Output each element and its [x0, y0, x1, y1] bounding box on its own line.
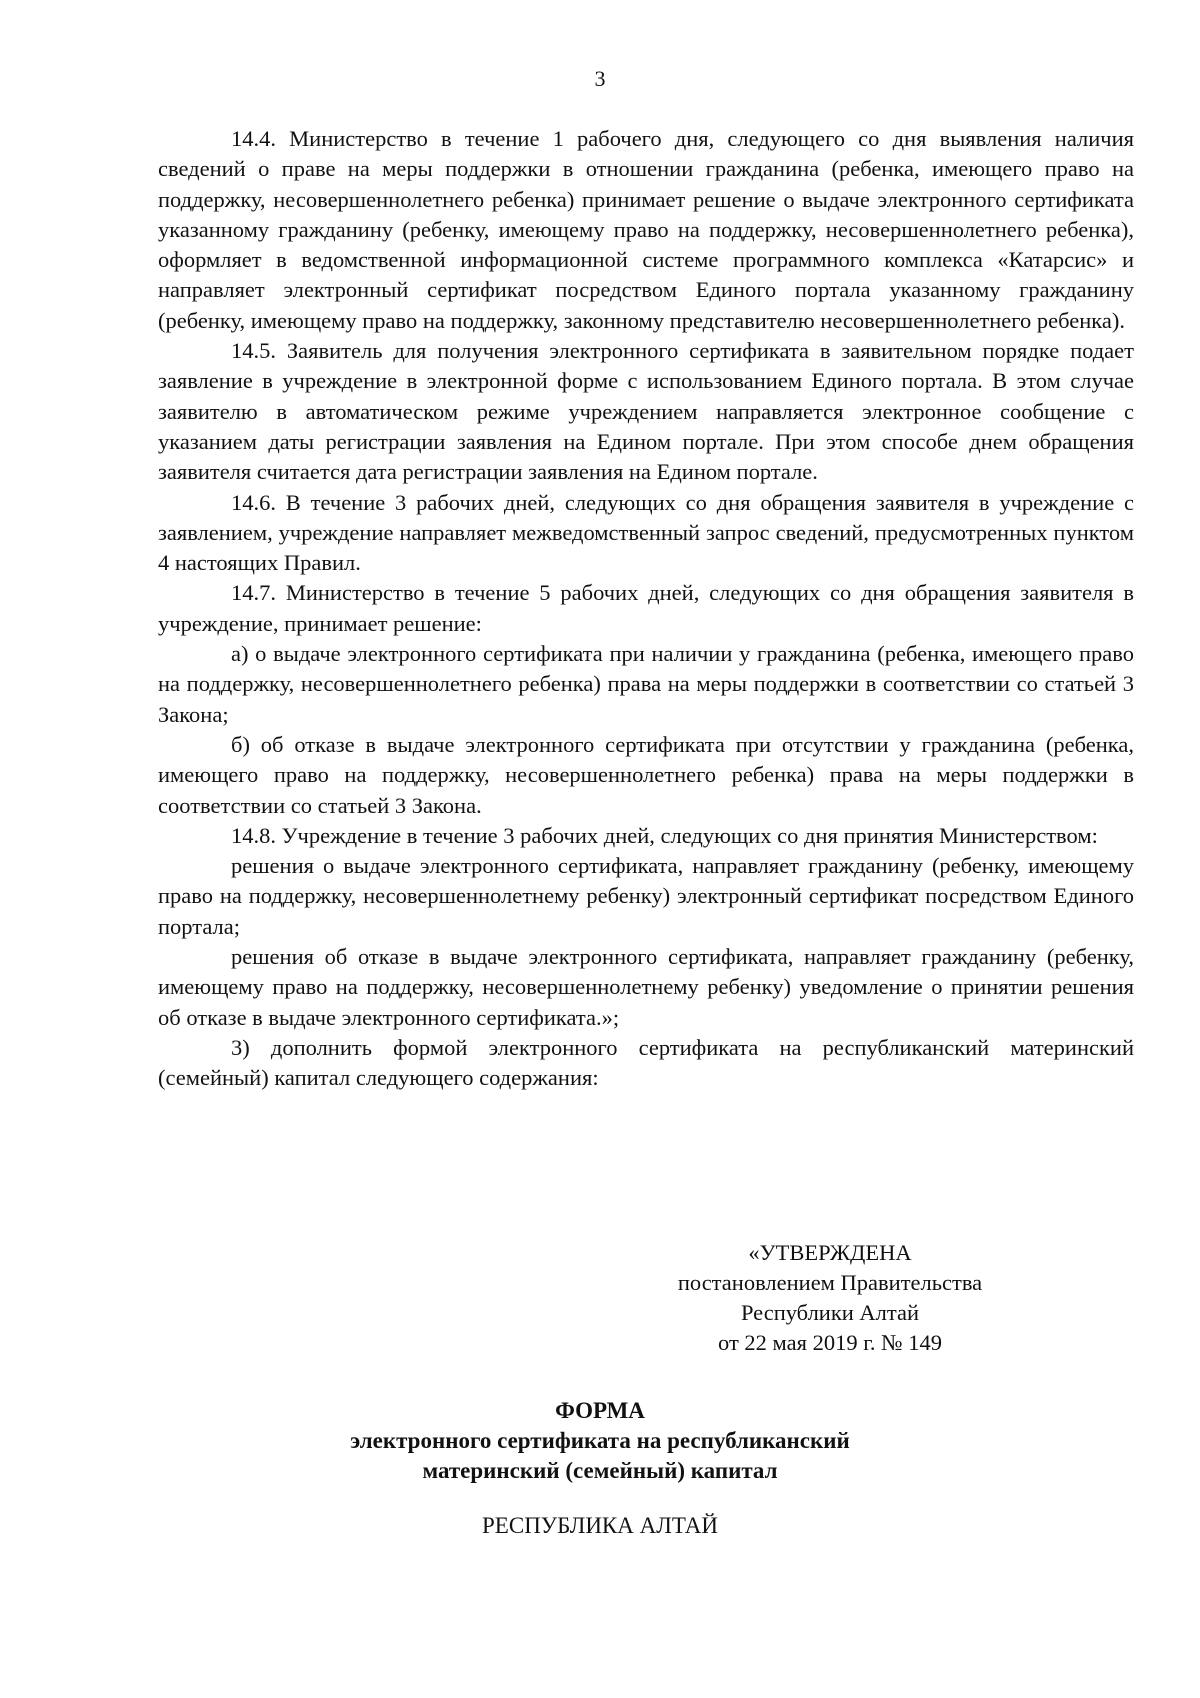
republic-heading: РЕСПУБЛИКА АЛТАЙ — [482, 1513, 718, 1538]
approval-line: от 22 мая 2019 г. № 149 — [718, 1330, 942, 1355]
paragraph-14-8-issue: решения о выдаче электронного сертификата, направляет гражданину (ребенку, имеющему право на поддержку, несовершеннолетнему ребенку) электронный сертификат посредством Единого портала; — [158, 853, 1134, 939]
approval-line: «УТВЕРЖДЕНА — [748, 1240, 912, 1265]
paragraph-14-7-b: б) об отказе в выдаче электронного сертификата при отсутствии у гражданина (ребенка, имеющего право на поддержку, несовершеннолетнего ребенка) права на меры поддержки в соответствии со статьей 3 Закона. — [158, 731, 1134, 818]
form-title-line: материнский (семейный) капитал — [422, 1458, 778, 1483]
approval-line: Республики Алтай — [740, 1300, 920, 1325]
approval-line: постановлением Правительства — [677, 1270, 983, 1295]
paragraph-14-7-a: а) о выдаче электронного сертификата при наличии у гражданина (ребенка, имеющего право на поддержку, несовершеннолетнего ребенка) права на меры поддержки в соответствии со статьей 3 Закона; — [158, 641, 1134, 727]
paragraph-14-4: 14.4. Министерство в течение 1 рабочего дня, следующего со дня выявления наличия сведений о праве на меры поддержки в отношении гражданина (ребенка, имеющего право на поддержку, несовершеннолетнего ребенка) принимает решение о выдаче электронного сертификата указанному гражданину (ребенку, имеющему право на поддержку, несовершеннолетнего ребенка), оформляет в ведомственной информационной системе программного комплекса «Катарсис» и направляет электронный сертификат посредством Единого портала указанному гражданину (ребенку, имеющему право на поддержку, законному представителю несовершеннолетнего ребенка). — [158, 126, 1134, 333]
page-number: 3 — [594, 66, 606, 91]
form-title-line: ФОРМА — [555, 1398, 645, 1423]
paragraph-14-7: 14.7. Министерство в течение 5 рабочих дней, следующих со дня обращения заявителя в учреждение, принимает решение: — [158, 580, 1134, 636]
body-text — [158, 124, 1134, 1094]
paragraph-14-8-refusal: решения об отказе в выдаче электронного сертификата, направляет гражданину (ребенку, имеющему право на поддержку, несовершеннолетнему ребенку) уведомление о принятии решения об отказе в выдаче электронного сертификата.»; — [158, 944, 1134, 1030]
paragraph-item-3: 3) дополнить формой электронного сертификата на республиканский материнский (семейный) капитал следующего содержания: — [158, 1034, 1134, 1091]
form-title — [0, 1396, 1200, 1486]
paragraph-14-5: 14.5. Заявитель для получения электронного сертификата в заявительном порядке подает заявление в учреждение в электронной форме с использованием Единого портала. В этом случае заявителю в автоматическом режиме учреждением направляется электронное сообщение с указанием даты регистрации заявления на Едином портале. При этом способе днем обращения заявителя считается дата регистрации заявления на Едином портале. — [158, 338, 1134, 485]
form-title-line: электронного сертификата на республиканский — [350, 1428, 850, 1453]
approval-block — [640, 1238, 1020, 1358]
paragraph-14-8: 14.8. Учреждение в течение 3 рабочих дней, следующих со дня принятия Министерством: — [231, 822, 1098, 848]
paragraph-14-6: 14.6. В течение 3 рабочих дней, следующих со дня обращения заявителя в учреждение с заявлением, учреждение направляет межведомственный запрос сведений, предусмотренных пунктом 4 настоящих Правил. — [158, 489, 1134, 576]
